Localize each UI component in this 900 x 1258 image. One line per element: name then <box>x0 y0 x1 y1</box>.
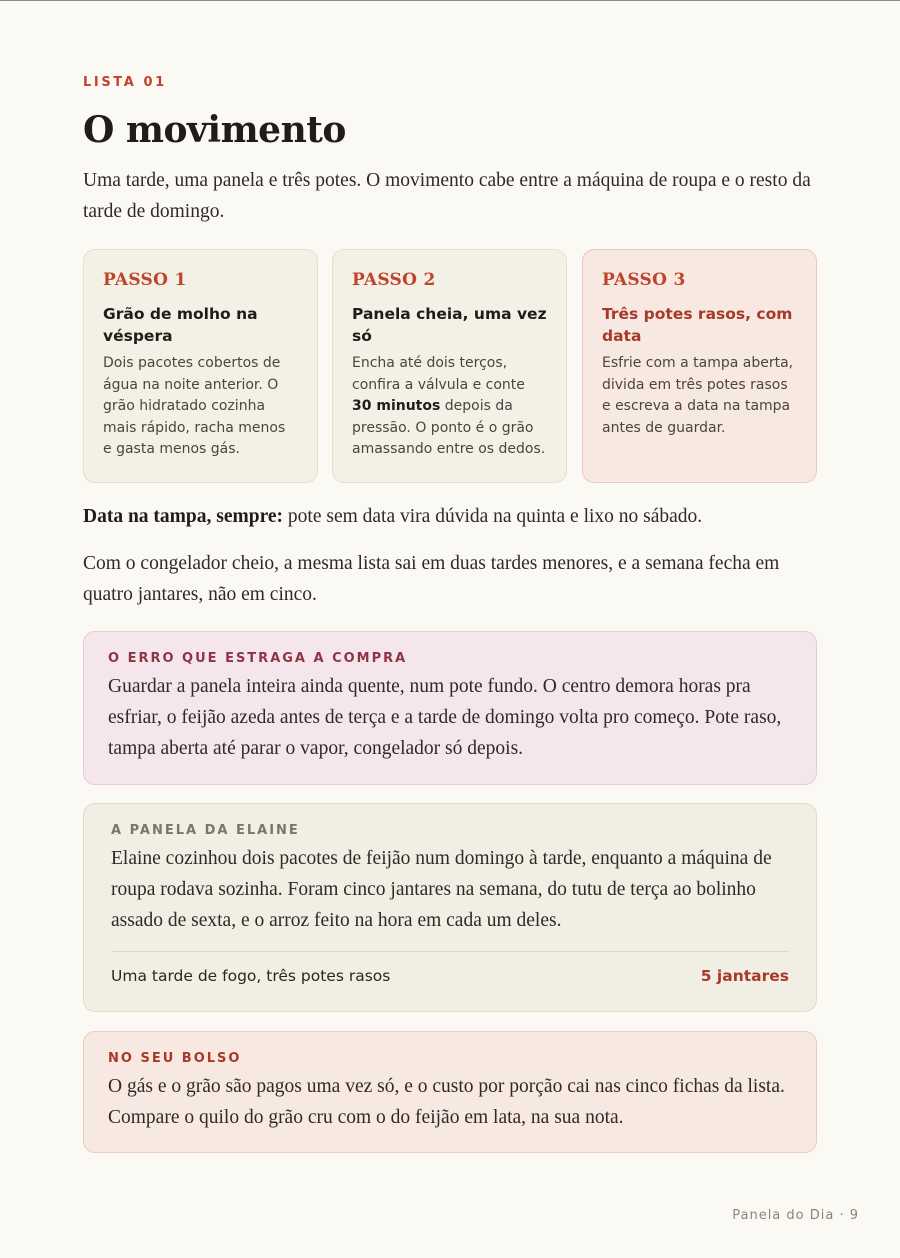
section-eyebrow: LISTA 01 <box>83 75 167 90</box>
callout-tag: O ERRO QUE ESTRAGA A COMPRA <box>108 651 408 666</box>
step-card-1 <box>83 249 318 483</box>
callout-footer <box>111 967 789 985</box>
page-title: O movimento <box>83 109 346 151</box>
step-label: PASSO 1 <box>103 270 187 290</box>
callout-tag: NO SEU BOLSO <box>108 1051 242 1066</box>
intro-paragraph: Uma tarde, uma panela e três potes. O movimento cabe entre a máquina de roupa e o resto da tarde de domingo. <box>83 170 811 222</box>
callout-text: Guardar a panela inteira ainda quente, num pote fundo. O centro demora horas pra esfriar, o feijão azeda antes de terça e a tarde de domingo volta pro começo. Pote raso, tampa aberta até parar o vapor, congelador só depois. <box>108 676 782 759</box>
callout-text: Elaine cozinhou dois pacotes de feijão num domingo à tarde, enquanto a máquina de roupa rodava sozinha. Foram cinco jantares na semana, do tutu de terça ao bolinho assado de sexta, e o arroz feito na hora em cada um deles. <box>111 848 772 931</box>
step-label: PASSO 2 <box>352 270 436 290</box>
divider <box>111 951 789 952</box>
step-card-2 <box>332 249 567 483</box>
freezer-paragraph: Com o congelador cheio, a mesma lista sai em duas tardes menores, e a semana fecha em quatro jantares, não em cinco. <box>83 553 780 605</box>
step-body: Dois pacotes cobertos de água na noite anterior. O grão hidratado cozinha mais rápido, racha menos e gasta menos gás. <box>103 355 286 457</box>
step-body-emphasis: 30 minutos <box>352 398 441 414</box>
dinner-count: 5 jantares <box>700 967 789 985</box>
steps-row <box>83 249 817 483</box>
step-title: Três potes rasos, com data <box>602 305 793 345</box>
step-label: PASSO 3 <box>602 270 686 290</box>
error-callout <box>83 631 817 785</box>
step-title: Panela cheia, uma vez só <box>352 305 547 345</box>
step-card-3 <box>582 249 817 483</box>
elaine-callout <box>83 803 817 1012</box>
footer-label: Uma tarde de fogo, três potes rasos <box>111 967 391 985</box>
date-note-text: pote sem data vira dúvida na quinta e lixo no sábado. <box>283 506 703 527</box>
page-number: Panela do Dia · 9 <box>732 1208 859 1223</box>
date-note <box>83 501 817 532</box>
step-title: Grão de molho na véspera <box>103 305 258 345</box>
callout-tag: A PANELA DA ELAINE <box>111 823 300 838</box>
step-body: Esfrie com a tampa aberta, divida em três potes rasos e escreva a data na tampa antes de guardar. <box>602 355 794 436</box>
pocket-callout <box>83 1031 817 1153</box>
step-body-text: depois da pressão. O ponto é o grão amassando entre os dedos. <box>352 398 546 457</box>
callout-text: O gás e o grão são pagos uma vez só, e o custo por porção cai nas cinco fichas da lista. Compare o quilo do grão cru com o do feijão em lata, na sua nota. <box>108 1076 785 1128</box>
date-note-lead: Data na tampa, sempre: <box>83 506 284 527</box>
step-body-text: Encha até dois terços, confira a válvula e conte <box>352 355 525 393</box>
step-body <box>352 353 547 461</box>
